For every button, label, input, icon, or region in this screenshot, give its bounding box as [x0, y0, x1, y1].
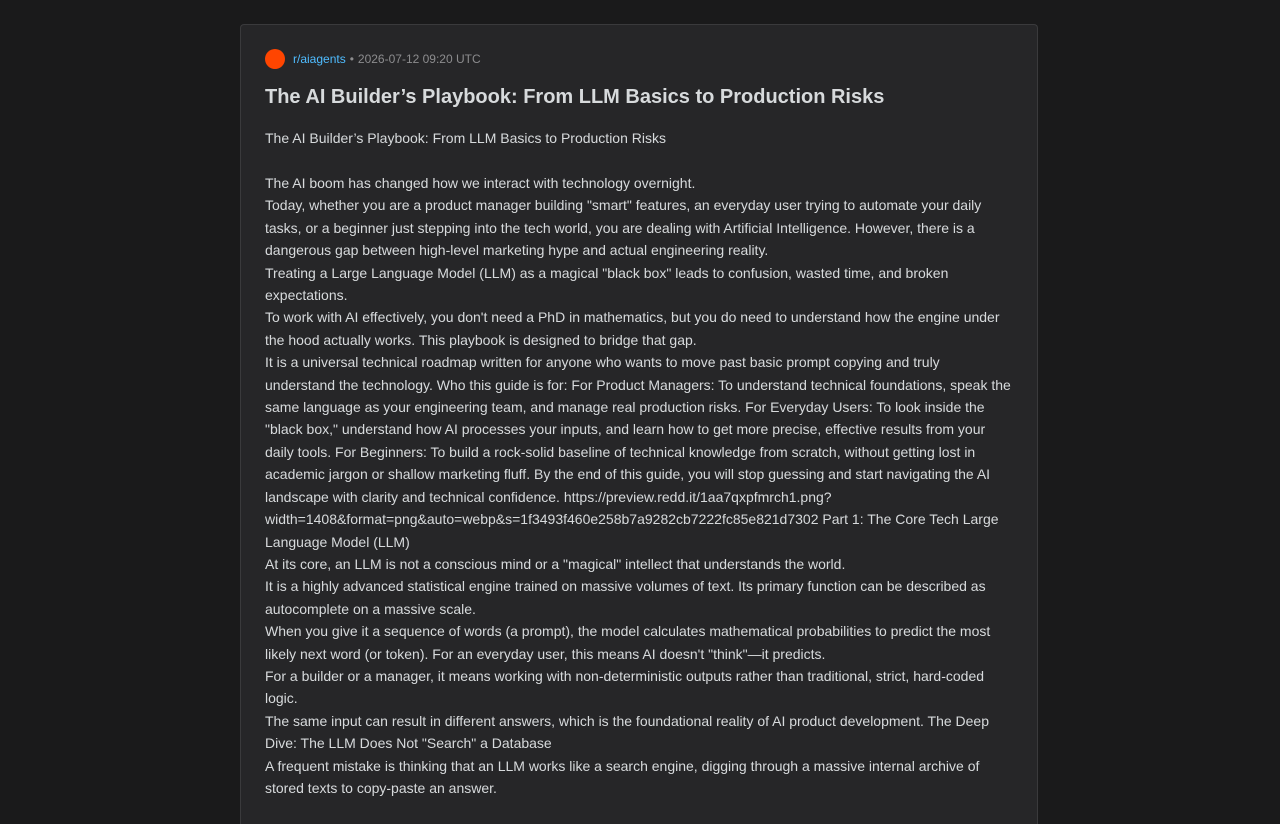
- post-paragraph: To work with AI effectively, you don't need a PhD in mathematics, but you do need to understand how the engine under the hood actually works. This playbook is designed to bridge that gap.: [265, 309, 1000, 348]
- post-meta: [265, 49, 1013, 69]
- post-card: [240, 24, 1038, 824]
- post-paragraph: At its core, an LLM is not a conscious mind or a "magical" intellect that understands the world.: [265, 555, 846, 572]
- subreddit-avatar-icon[interactable]: [265, 49, 285, 69]
- post-timestamp: 2026-07-12 09:20 UTC: [357, 52, 481, 66]
- post-paragraph: It is a universal technical roadmap written for anyone who wants to move past basic prompt copying and truly understand the technology. Who this guide is for: For Product Managers: To understand technical foundations, speak the same language as your engineering team, and manage real production risks. For Everyday Users: To look inside the "black box," understand how AI processes your inputs, and learn how to get more precise, effective results from your daily tools. For Beginners: To build a rock-solid baseline of technical knowledge from scratch, without getting lost in academic jargon or shallow marketing fluff. By the end of this guide, you will stop guessing and start navigating the AI landscape with clarity and technical confidence. https://preview.redd.it/1aa7qxpfmrch1.png?width=1408&format=png&auto=webp&s=1f3493f460e258b7a9282cb7222fc85e821d7302 Part 1: The Core Tech Large Language Model (LLM): [265, 354, 1011, 550]
- subreddit-link[interactable]: r/aiagents: [293, 52, 346, 66]
- post-paragraph: A frequent mistake is thinking that an LLM works like a search engine, digging through a massive internal archive of stored texts to copy-paste an answer.: [265, 757, 980, 796]
- post-paragraph: When you give it a sequence of words (a prompt), the model calculates mathematical probabilities to predict the most likely next word (or token). For an everyday user, this means AI doesn't "think"—it predicts.: [265, 623, 991, 662]
- meta-separator: •: [349, 52, 354, 66]
- post-paragraph: Treating a Large Language Model (LLM) as a magical "black box" leads to confusion, wasted time, and broken expectations.: [265, 264, 949, 304]
- post-title[interactable]: The AI Builder’s Playbook: From LLM Basics to Production Risks: [265, 86, 885, 108]
- post-paragraph: The AI boom has changed how we interact with technology overnight.: [265, 175, 696, 191]
- post-paragraph: Today, whether you are a product manager building "smart" features, an everyday user trying to automate your daily tasks, or a beginner just stepping into the tech world, you are dealing with Artificial Intelligence. However, there is a dangerous gap between high-level marketing hype and actual engineering reality.: [265, 197, 982, 259]
- post-subtitle: The AI Builder’s Playbook: From LLM Basics to Production Risks: [265, 130, 666, 146]
- post-body: [265, 172, 1013, 799]
- post-paragraph: For a builder or a manager, it means working with non-deterministic outputs rather than traditional, strict, hard-coded logic.: [265, 667, 985, 707]
- post-paragraph: It is a highly advanced statistical engine trained on massive volumes of text. Its primary function can be described as autocomplete on a massive scale.: [265, 578, 986, 617]
- post-paragraph: The same input can result in different answers, which is the foundational reality of AI product development. The Deep Dive: The LLM Does Not "Search" a Database: [265, 712, 990, 752]
